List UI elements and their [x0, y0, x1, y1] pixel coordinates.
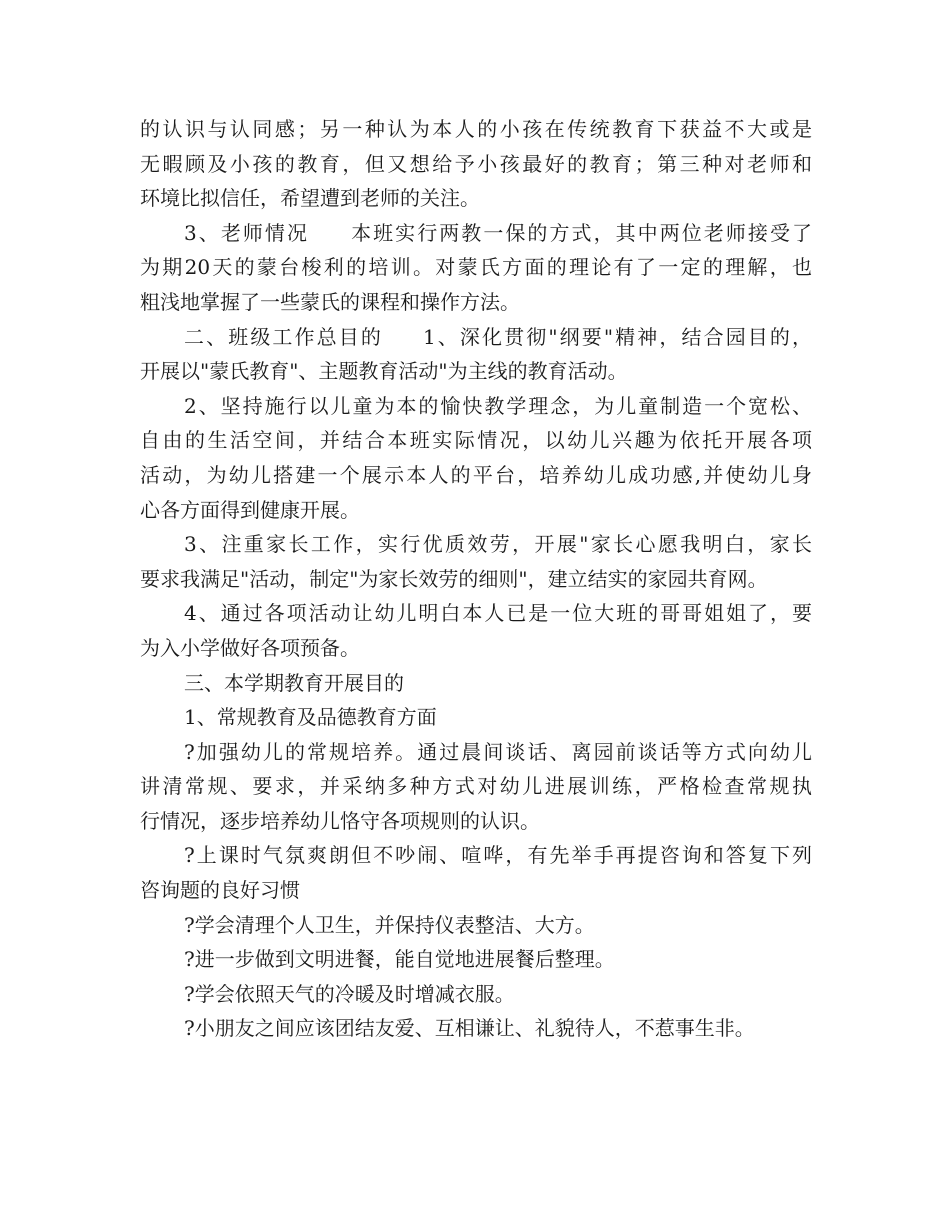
text-line: 咨询题的良好习惯	[140, 878, 300, 903]
subsection-heading-routine-education	[140, 700, 812, 735]
list-item-routine-training	[140, 735, 812, 839]
text-segment: 本班实行两教一保的方式，其中两位老师接受了	[349, 220, 812, 245]
text-line: 活动，为幼儿搭建一个展示本人的平台，培养幼儿成功感,并使幼儿身	[140, 462, 812, 487]
text-line: 为期20天的蒙台梭利的培训。对蒙氏方面的理论有了一定的理解，也	[140, 255, 812, 280]
paragraph-goal-4	[140, 596, 812, 665]
list-item-hygiene	[140, 908, 812, 943]
text-line: 4、通过各项活动让幼儿明白本人已是一位大班的哥哥姐姐了，要	[184, 601, 812, 626]
text-line: 为入小学做好各项预备。	[140, 635, 360, 660]
paragraph-goal-2	[140, 389, 812, 527]
text-line: ?学会依照天气的冷暖及时增减衣服。	[184, 981, 515, 1006]
list-item-friendship	[140, 1011, 812, 1046]
text-line: 2、坚持施行以儿童为本的愉快教学理念，为儿童制造一个宽松、	[184, 393, 812, 418]
text-line: 心各方面得到健康开展。	[140, 497, 360, 522]
text-line: 环境比拟信任，希望遭到老师的关注。	[140, 186, 480, 211]
paragraph-class-goals	[140, 320, 812, 389]
document-page	[140, 112, 812, 1046]
paragraph-goal-3	[140, 527, 812, 596]
section-heading-semester-goals	[140, 666, 812, 701]
list-item-class-manners	[140, 838, 812, 907]
paragraph-intro-continuation	[140, 112, 812, 216]
section-heading: 二、班级工作总目的	[184, 324, 383, 349]
text-line: 开展以"蒙氏教育"、主题教育活动"为主线的教育活动。	[140, 359, 628, 384]
text-line: 的认识与认同感；另一种认为本人的小孩在传统教育下获益不大或是	[140, 117, 812, 141]
paragraph-teacher-situation	[140, 216, 812, 320]
text-line	[140, 320, 812, 355]
text-line	[140, 216, 812, 251]
text-line: 粗浅地掌握了一些蒙氏的课程和操作方法。	[140, 289, 520, 314]
text-line: ?上课时气氛爽朗但不吵闹、喧哗，有先举手再提咨询和答复下列	[184, 843, 812, 868]
text-line: 无暇顾及小孩的教育，但又想给予小孩最好的教育；第三种对老师和	[140, 151, 812, 176]
text-line: 讲清常规、要求，并采纳多种方式对幼儿进展训练，严格检查常规执	[140, 774, 812, 799]
list-item-dining	[140, 942, 812, 977]
text-line: 自由的生活空间，并结合本班实际情况，以幼儿兴趣为依托开展各项	[140, 428, 812, 453]
section-heading: 3、老师情况	[184, 220, 310, 245]
text-segment: 1、深化贯彻"纲要"精神，结合园目的，	[422, 324, 813, 349]
text-line: 行情况，逐步培养幼儿恪守各项规则的认识。	[140, 808, 540, 833]
text-line: ?进一步做到文明进餐，能自觉地进展餐后整理。	[184, 947, 615, 972]
text-line: 3、注重家长工作，实行优质效劳，开展"家长心愿我明白，家长	[184, 532, 812, 557]
text-line: 要求我满足"活动，制定"为家长效劳的细则"，建立结实的家园共育网。	[140, 566, 768, 591]
text-line: 三、本学期教育开展目的	[184, 670, 404, 695]
list-item-clothing	[140, 977, 812, 1012]
text-line: ?学会清理个人卫生，并保持仪表整洁、大方。	[184, 912, 595, 937]
text-line: ?加强幼儿的常规培养。通过晨间谈话、离园前谈话等方式向幼儿	[184, 739, 812, 764]
text-line: 1、常规教育及品德教育方面	[184, 705, 437, 730]
text-line: ?小朋友之间应该团结友爱、互相谦让、礼貌待人，不惹事生非。	[184, 1016, 755, 1041]
